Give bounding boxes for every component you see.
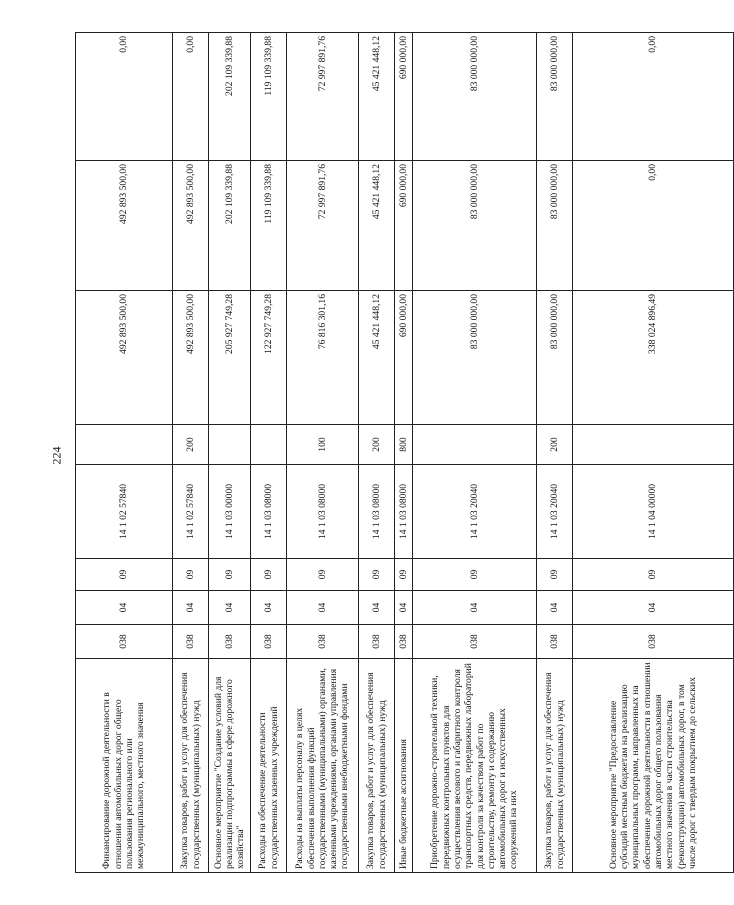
- ministry-code-cell: 038: [413, 625, 537, 659]
- ministry-code-cell: 038: [76, 625, 173, 659]
- subsection-code-cell: 09: [395, 559, 413, 591]
- target-article-cell: 14 1 02 57840: [76, 465, 173, 559]
- subsection-code-cell: 09: [209, 559, 251, 591]
- amount-year1-cell: 205 927 749,28: [209, 291, 251, 425]
- table-row: [287, 33, 359, 873]
- ministry-code-cell: 038: [395, 625, 413, 659]
- subsection-code-cell: 09: [537, 559, 573, 591]
- row-name-cell: Основное мероприятие "Создание условий для реализации подпрограммы в сфере дорожного хозяйства": [209, 659, 251, 873]
- amount-year2-cell: 492 893 500,00: [173, 161, 209, 291]
- subsection-code-cell: 09: [359, 559, 395, 591]
- section-code-cell: 04: [573, 591, 734, 625]
- amount-year3-cell: 0,00: [573, 33, 734, 161]
- subsection-code-cell: 09: [573, 559, 734, 591]
- amount-year1-cell: 492 893 500,00: [173, 291, 209, 425]
- expense-type-cell: [209, 425, 251, 465]
- table-row: [76, 33, 173, 873]
- amount-year2-cell: 119 109 339,88: [251, 161, 287, 291]
- section-code-cell: 04: [287, 591, 359, 625]
- row-name-cell: Финансирование дорожной деятельности в отношении автомобильных дорог общего пользования регионального или межмуниципального, местного значения: [76, 659, 173, 873]
- amount-year2-cell: 0,00: [573, 161, 734, 291]
- subsection-code-cell: 09: [76, 559, 173, 591]
- row-name-cell: Приобретение дорожно-строительной техники, передвижных контрольных пунктов для осуществления весового и габаритного контроля транспортных средств, передвижных лабораторий для контроля за качеством работ по строительству, ремонту и содержанию автомобильных дорог и искусственных сооружений на них: [413, 659, 537, 873]
- amount-year2-cell: 83 000 000,00: [537, 161, 573, 291]
- amount-year3-cell: 202 109 339,88: [209, 33, 251, 161]
- subsection-code-cell: 09: [173, 559, 209, 591]
- ministry-code-cell: 038: [537, 625, 573, 659]
- section-code-cell: 04: [173, 591, 209, 625]
- table-row: [413, 33, 537, 873]
- row-name-cell: Закупка товаров, работ и услуг для обеспечения государственных (муниципальных) нужд: [537, 659, 573, 873]
- expense-type-cell: [251, 425, 287, 465]
- target-article-cell: 14 1 03 20040: [413, 465, 537, 559]
- amount-year3-cell: 72 997 891,76: [287, 33, 359, 161]
- amount-year3-cell: 690 000,00: [395, 33, 413, 161]
- target-article-cell: 14 1 03 00000: [209, 465, 251, 559]
- amount-year1-cell: 45 421 448,12: [359, 291, 395, 425]
- amount-year3-cell: 83 000 000,00: [537, 33, 573, 161]
- amount-year1-cell: 122 927 749,28: [251, 291, 287, 425]
- section-code-cell: 04: [209, 591, 251, 625]
- ministry-code-cell: 038: [209, 625, 251, 659]
- section-code-cell: 04: [537, 591, 573, 625]
- expense-type-cell: [573, 425, 734, 465]
- target-article-cell: 14 1 03 08000: [395, 465, 413, 559]
- amount-year2-cell: 690 000,00: [395, 161, 413, 291]
- amount-year3-cell: 0,00: [76, 33, 173, 161]
- amount-year2-cell: 45 421 448,12: [359, 161, 395, 291]
- amount-year2-cell: 72 997 891,76: [287, 161, 359, 291]
- section-code-cell: 04: [413, 591, 537, 625]
- expense-type-cell: 200: [359, 425, 395, 465]
- amount-year1-cell: 492 893 500,00: [76, 291, 173, 425]
- page-number: 224: [49, 446, 64, 465]
- row-name-cell: Закупка товаров, работ и услуг для обеспечения государственных (муниципальных) нужд: [359, 659, 395, 873]
- row-name-cell: Расходы на обеспечение деятельности государственных казенных учреждений: [251, 659, 287, 873]
- table-row: [359, 33, 395, 873]
- table-row: [395, 33, 413, 873]
- expense-type-cell: 800: [395, 425, 413, 465]
- amount-year2-cell: 202 109 339,88: [209, 161, 251, 291]
- amount-year1-cell: 83 000 000,00: [537, 291, 573, 425]
- section-code-cell: 04: [359, 591, 395, 625]
- amount-year1-cell: 338 024 896,49: [573, 291, 734, 425]
- ministry-code-cell: 038: [359, 625, 395, 659]
- amount-year2-cell: 83 000 000,00: [413, 161, 537, 291]
- expense-type-cell: 200: [173, 425, 209, 465]
- amount-year3-cell: 119 109 339,88: [251, 33, 287, 161]
- table-row: [251, 33, 287, 873]
- amount-year1-cell: 76 816 301,16: [287, 291, 359, 425]
- table-row: [173, 33, 209, 873]
- amount-year1-cell: 83 000 000,00: [413, 291, 537, 425]
- expense-type-cell: 100: [287, 425, 359, 465]
- target-article-cell: 14 1 03 08000: [359, 465, 395, 559]
- target-article-cell: 14 1 03 20040: [537, 465, 573, 559]
- ministry-code-cell: 038: [287, 625, 359, 659]
- amount-year1-cell: 690 000,00: [395, 291, 413, 425]
- target-article-cell: 14 1 02 57840: [173, 465, 209, 559]
- expense-type-cell: 200: [537, 425, 573, 465]
- target-article-cell: 14 1 04 00000: [573, 465, 734, 559]
- subsection-code-cell: 09: [413, 559, 537, 591]
- amount-year2-cell: 492 893 500,00: [76, 161, 173, 291]
- row-name-cell: Иные бюджетные ассигнования: [395, 659, 413, 873]
- table-row: [537, 33, 573, 873]
- row-name-cell: Закупка товаров, работ и услуг для обеспечения государственных (муниципальных) нужд: [173, 659, 209, 873]
- amount-year3-cell: 45 421 448,12: [359, 33, 395, 161]
- rotated-page: [75, 33, 698, 873]
- section-code-cell: 04: [251, 591, 287, 625]
- ministry-code-cell: 038: [173, 625, 209, 659]
- table-row: [573, 33, 734, 873]
- expense-type-cell: [76, 425, 173, 465]
- subsection-code-cell: 09: [251, 559, 287, 591]
- amount-year3-cell: 0,00: [173, 33, 209, 161]
- target-article-cell: 14 1 03 08000: [287, 465, 359, 559]
- expense-type-cell: [413, 425, 537, 465]
- row-name-cell: Расходы на выплаты персоналу в целях обеспечения выполнения функций государственными (муниципальными) органами, казенными учреждениями, органами управления государственными внебюджетными фондами: [287, 659, 359, 873]
- subsection-code-cell: 09: [287, 559, 359, 591]
- table-row: [209, 33, 251, 873]
- budget-table: [75, 32, 734, 873]
- row-name-cell: Основное мероприятие "Предоставление субсидий местным бюджетам на реализацию муниципальных программ, направленных на обеспечение дорожной деятельности в отношении автомобильных дорог общего пользования местного значения в части строительства (реконструкции) автомобильных дорог, в том числе дорог с твердым покрытием до сельских: [573, 659, 734, 873]
- ministry-code-cell: 038: [251, 625, 287, 659]
- target-article-cell: 14 1 03 08000: [251, 465, 287, 559]
- ministry-code-cell: 038: [573, 625, 734, 659]
- section-code-cell: 04: [76, 591, 173, 625]
- section-code-cell: 04: [395, 591, 413, 625]
- amount-year3-cell: 83 000 000,00: [413, 33, 537, 161]
